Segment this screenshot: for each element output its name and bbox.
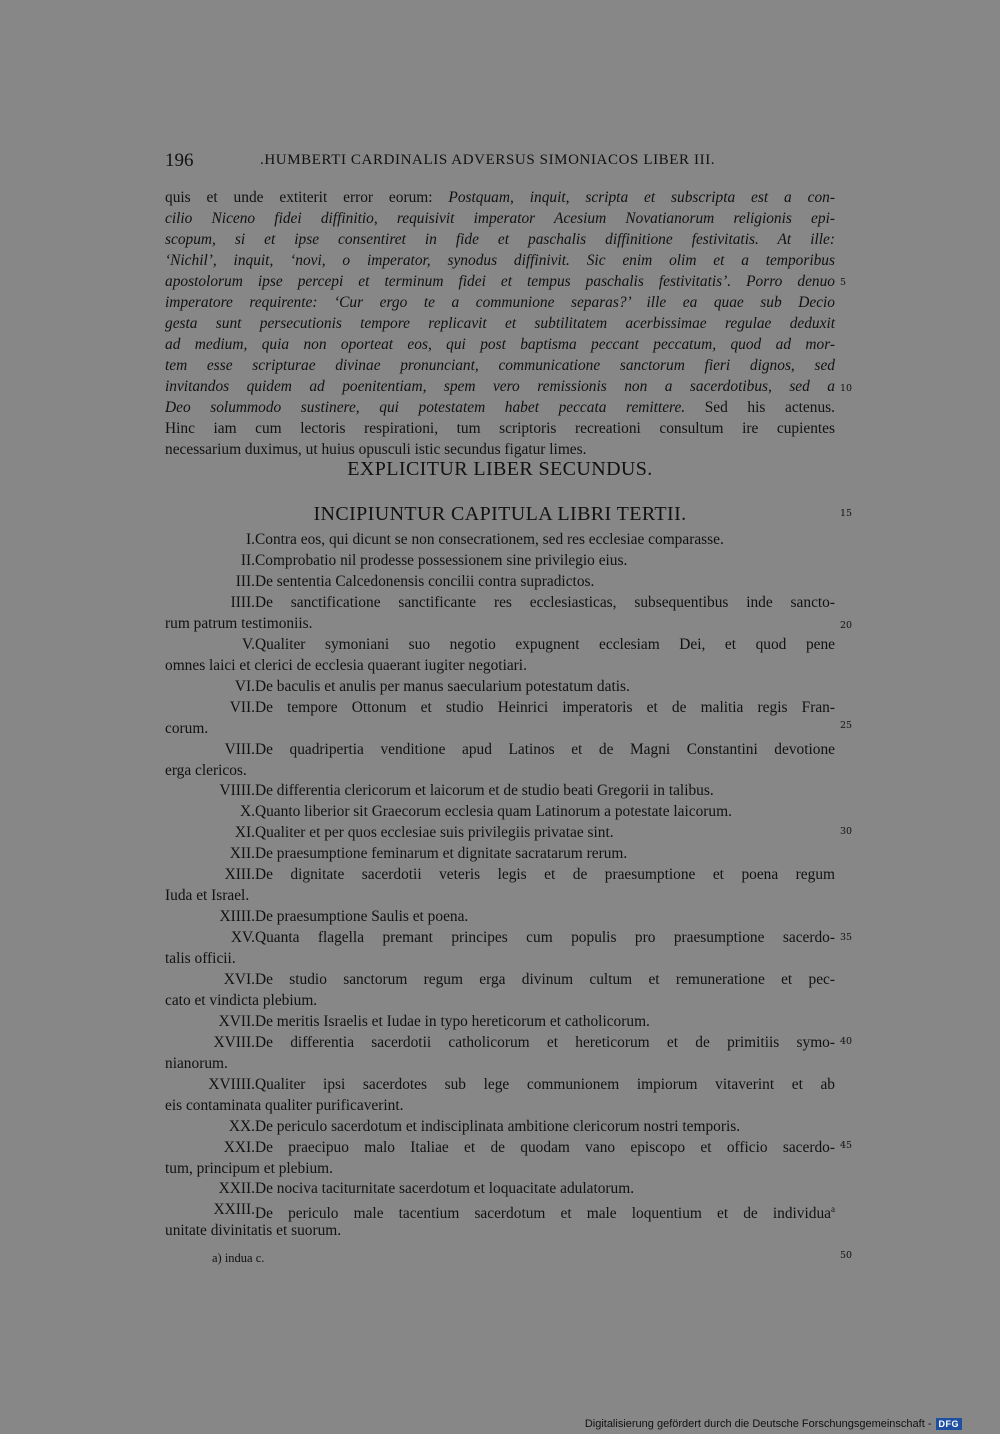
chapter-line: [165, 529, 835, 550]
chapter-title: De sententia Calcedonensis concilii contra supradictos.: [255, 572, 595, 590]
chapter-title-continuation: omnes laici et clerici de ecclesia quaerant iugiter negotiari.: [165, 656, 527, 674]
chapter-title: De periculo male tacentium sacerdotum et male loquentium et de individua$^a$: [255, 1204, 835, 1223]
chapter-number: VII.: [229, 698, 255, 716]
chapter-number: XI.: [234, 824, 255, 842]
chapter-title: De differentia clericorum et laicorum et de studio beati Gregorii in talibus.: [255, 782, 714, 800]
margin-line-number: 50: [840, 1250, 853, 1261]
chapter-number: XXII.: [218, 1180, 255, 1198]
chapter-number: XVIIII.: [208, 1075, 255, 1093]
paragraph-line: Hinc iam cum lectoris respirationi, tum scriptoris recreationi consultum ire cupientes: [165, 420, 835, 437]
chapter-number: II.: [240, 552, 255, 569]
chapter-title: Quanto liberior sit Graecorum ecclesia quam Latinorum a potestate laicorum.: [255, 803, 732, 821]
chapter-title: De sanctificatione sanctificante res ecclesiasticas, subsequentibus inde sancto-: [255, 593, 835, 611]
chapter-number: XVI.: [223, 971, 255, 988]
paragraph-line: invitandos quidem ad poenitentiam, spem vero remissionis non a sacerdotibus, sed a: [165, 378, 835, 395]
chapter-title: Qualiter et per quos ecclesiae suis privilegiis privatae sint.: [255, 824, 614, 842]
running-title: .HUMBERTI CARDINALIS ADVERSUS SIMONIACOS LIBER III.: [260, 152, 716, 168]
chapter-title-continuation: erga clericos.: [165, 761, 247, 779]
chapter-title-continuation: talis officii.: [165, 950, 236, 967]
margin-line-number: 10: [840, 383, 853, 394]
footnote-marker: a: [831, 1204, 835, 1215]
chapter-number: VIIII.: [219, 782, 255, 800]
paragraph-line: quis et unde extiterit error eorum: Postquam, inquit, scripta et subscripta est a con-: [165, 189, 835, 206]
chapter-title-continuation: unitate divinitatis et suorum.: [165, 1222, 342, 1240]
chapter-number: XIIII.: [219, 908, 255, 926]
chapter-line: [165, 1074, 835, 1095]
chapter-title: Qualiter ipsi sacerdotes sub lege communionem impiorum vitaverint et ab: [255, 1075, 835, 1093]
chapter-number: X.: [240, 803, 255, 821]
paragraph-line: cilio Niceno fidei diffinitio, requisivit imperator Acesium Novatianorum religionis epi-: [165, 210, 835, 227]
chapter-line: [165, 822, 835, 843]
chapter-title: De tempore Ottonum et studio Heinrici imperatoris et de malitia regis Fran-: [255, 698, 835, 716]
chapter-number: XV.: [230, 929, 255, 946]
chapter-number: VIII.: [224, 740, 255, 758]
chapter-line: [165, 655, 835, 676]
paragraph-line: ad medium, quia non oporteat eos, qui post baptisma peccant peccatum, quod ad mor-: [165, 336, 835, 353]
chapter-title: De nociva taciturnitate sacerdotum et loquacitate adulatorum.: [255, 1180, 635, 1198]
chapter-line: [165, 948, 835, 969]
chapter-title: De praecipuo malo Italiae et de quodam vano episcopo et officio sacerdo-: [255, 1138, 835, 1156]
paragraph-line: apostolorum ipse percepi et terminum fidei et tempus paschalis festivitatis’. Porro denuo: [165, 273, 835, 290]
chapter-number: III.: [235, 572, 255, 590]
chapter-line: [165, 1053, 835, 1074]
chapter-number: XXIII.: [213, 1201, 255, 1219]
chapter-title: De quadripertia venditione apud Latinos et de Magni Constantini devotione: [255, 740, 835, 758]
chapter-line: [165, 613, 835, 634]
chapter-number: XXI.: [223, 1138, 255, 1156]
chapter-line: [165, 1095, 835, 1116]
paragraph-line: gesta sunt persecutionis tempore replicavit et subtilitatem acerbissimae regulae deduxit: [165, 315, 835, 332]
chapter-number: IIII.: [230, 593, 255, 611]
chapter-title: De periculo sacerdotum et indisciplinata ambitione clericorum nostri temporis.: [255, 1117, 741, 1135]
chapter-line: [165, 1178, 835, 1199]
footnote: a) indua c.: [212, 1251, 265, 1265]
chapter-number: XII.: [229, 845, 255, 863]
chapter-line: [165, 1116, 835, 1137]
chapter-title: Quanta flagella premant principes cum populis pro praesumptione sacerdo-: [255, 929, 835, 946]
margin-line-number: 35: [840, 932, 853, 943]
chapter-line: [165, 885, 835, 906]
chapter-title: De meritis Israelis et Iudae in typo hereticorum et catholicorum.: [255, 1012, 650, 1030]
chapter-line: [165, 927, 835, 948]
chapter-line: [165, 592, 835, 613]
chapter-title: De dignitate sacerdotii veteris legis et de praesumptione et poena regum: [255, 866, 835, 884]
chapter-title: Comprobatio nil prodesse possessionem sine privilegio eius.: [255, 552, 628, 569]
margin-line-number: 15: [840, 508, 853, 519]
chapter-line: [165, 718, 835, 739]
chapter-title: De differentia sacerdotii catholicorum et hereticorum et de primitiis symo-: [255, 1033, 835, 1051]
chapter-title: De baculis et anulis per manus saecularium potestatum datis.: [255, 677, 630, 695]
chapter-number: XVIII.: [213, 1033, 255, 1051]
paragraph-line: scopum, si et ipse consentiret in fide et paschalis diffinitione festivitatis. At ille:: [165, 231, 835, 248]
chapter-line: [165, 697, 835, 718]
chapter-title-continuation: Iuda et Israel.: [165, 887, 250, 905]
chapter-line: [165, 990, 835, 1011]
chapter-title: Qualiter symoniani suo negotio expugnent ecclesiam Dei, et quod pene: [255, 635, 835, 653]
paragraph-line: tem esse scripturae divinae pronunciant, communicatione sanctorum fieri dignos, sed: [165, 357, 835, 374]
dfg-logo: DFG: [936, 1418, 963, 1430]
margin-line-number: 20: [840, 620, 853, 631]
page-header: [165, 150, 835, 174]
chapter-number: XX.: [228, 1117, 255, 1135]
chapter-line: [165, 571, 835, 592]
paragraph-line: imperatore requirente: ‘Cur ergo te a communione separas?’ ille ea quae sub Decio: [165, 294, 835, 311]
margin-line-number: 45: [840, 1140, 853, 1151]
chapter-line: [165, 1220, 835, 1241]
chapter-line: [165, 864, 835, 885]
chapter-title-continuation: eis contaminata qualiter purificaverint.: [165, 1096, 404, 1114]
chapter-number: XIII.: [224, 866, 255, 884]
chapter-number: XVII.: [218, 1012, 255, 1030]
chapter-line: [165, 780, 835, 801]
chapter-title: De studio sanctorum regum erga divinum cultum et remuneratione et pec-: [255, 971, 835, 988]
chapter-line: [165, 1137, 835, 1158]
chapter-title-continuation: corum.: [165, 719, 209, 737]
margin-line-number: 40: [840, 1036, 853, 1047]
margin-line-number: 5: [840, 277, 847, 288]
margin-line-number: 25: [840, 720, 853, 731]
chapter-title: De praesumptione Saulis et poena.: [255, 908, 469, 926]
chapter-title-continuation: cato et vindicta plebium.: [165, 991, 318, 1009]
paragraph-line: necessarium duximus, ut huius opusculi istic secundus figatur limes.: [165, 441, 587, 458]
chapter-line: [165, 801, 835, 822]
paragraph-line: Deo solummodo sustinere, qui potestatem habet peccata remittere. Sed his actenus.: [165, 399, 835, 416]
chapter-line: [165, 739, 835, 760]
chapter-line: [165, 1158, 835, 1179]
chapter-number: I.: [246, 531, 255, 548]
chapter-title-continuation: nianorum.: [165, 1054, 228, 1072]
chapter-line: [165, 1011, 835, 1032]
page-number: 196: [165, 150, 194, 171]
chapter-title: De praesumptione feminarum et dignitate sacratarum rerum.: [255, 845, 628, 863]
paragraph-line: ‘Nichil’, inquit, ‘novi, o imperator, synodus diffinivit. Sic enim olim et a temporibus: [165, 252, 835, 269]
chapter-line: [165, 550, 835, 571]
chapter-line: [165, 760, 835, 781]
chapter-line: [165, 1032, 835, 1053]
chapter-number: V.: [242, 635, 255, 653]
chapter-number: VI.: [234, 677, 255, 695]
chapter-line: [165, 906, 835, 927]
chapter-title-continuation: rum patrum testimoniis.: [165, 614, 313, 632]
margin-line-number: 30: [840, 826, 853, 837]
chapter-line: [165, 1199, 835, 1223]
chapter-line: [165, 676, 835, 697]
chapter-line: [165, 969, 835, 990]
chapter-title-continuation: tum, principum et plebium.: [165, 1159, 333, 1177]
incipit-heading: INCIPIUNTUR CAPITULA LIBRI TERTII.: [313, 503, 687, 525]
credit-text: Digitalisierung gefördert durch die Deutsche Forschungsgemeinschaft -: [584, 1418, 932, 1430]
chapter-line: [165, 843, 835, 864]
chapter-line: [165, 634, 835, 655]
chapter-title: Contra eos, qui dicunt se non consecrationem, sed res ecclesiae comparasse.: [255, 531, 724, 548]
digitization-credit: [585, 1418, 962, 1430]
explicit-heading: EXPLICITUR LIBER SECUNDUS.: [347, 458, 653, 480]
